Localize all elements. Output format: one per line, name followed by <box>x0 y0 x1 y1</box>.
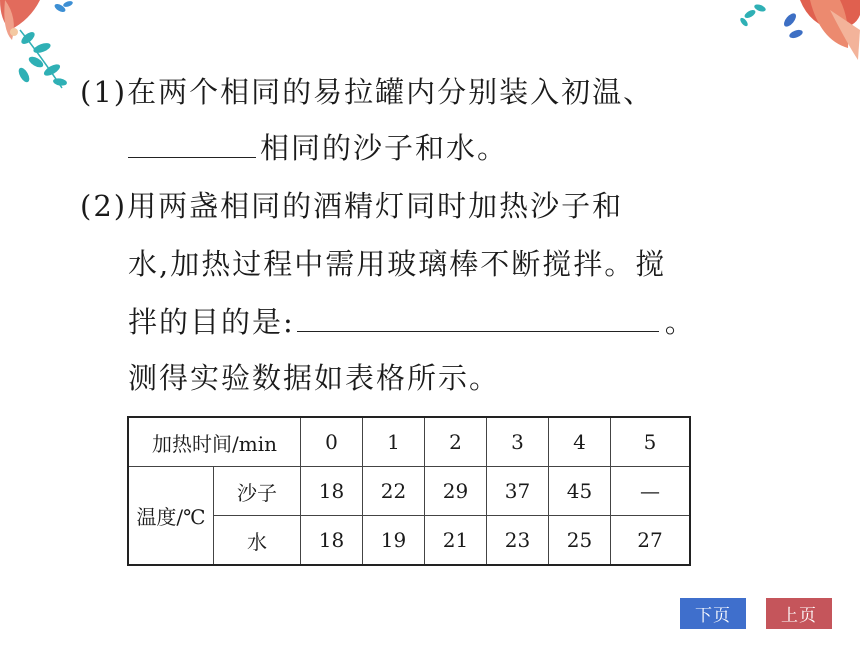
value-cell: 21 <box>425 516 487 566</box>
answer-blank-2[interactable] <box>297 305 659 332</box>
value-cell: — <box>611 467 691 516</box>
value-cell: 27 <box>611 516 691 566</box>
table-row-sand <box>128 467 690 516</box>
value-cell: 19 <box>363 516 425 566</box>
value-cell: 37 <box>487 467 549 516</box>
question-1-line-1: (1)在两个相同的易拉罐内分别装入初温、 <box>80 75 655 109</box>
answer-blank-1[interactable] <box>128 131 256 158</box>
time-cell: 1 <box>363 417 425 467</box>
table-header-row <box>128 417 690 467</box>
row-label-sand: 沙子 <box>214 467 301 516</box>
value-cell: 45 <box>549 467 611 516</box>
question-2-line-4: 测得实验数据如表格所示。 <box>128 361 501 395</box>
data-table <box>127 416 691 566</box>
next-page-button[interactable]: 下页 <box>680 598 746 629</box>
question-2-line-2: 水,加热过程中需用玻璃棒不断搅拌。搅 <box>128 247 667 281</box>
time-cell: 0 <box>301 417 363 467</box>
value-cell: 23 <box>487 516 549 566</box>
time-cell: 5 <box>611 417 691 467</box>
question-2-line-3-end: 。 <box>664 305 696 339</box>
value-cell: 18 <box>301 467 363 516</box>
value-cell: 29 <box>425 467 487 516</box>
time-cell: 2 <box>425 417 487 467</box>
row-label-water: 水 <box>214 516 301 566</box>
temperature-group-label: 温度/℃ <box>128 467 214 566</box>
time-cell: 4 <box>549 417 611 467</box>
question-2-line-3 <box>128 304 696 340</box>
header-label-cell: 加热时间/min <box>128 417 301 467</box>
question-2-line-1: (2)用两盏相同的酒精灯同时加热沙子和 <box>80 189 624 223</box>
question-2-line-3-text: 拌的目的是: <box>128 305 295 339</box>
value-cell: 18 <box>301 516 363 566</box>
flower-decoration-icon <box>730 0 860 70</box>
time-cell: 3 <box>487 417 549 467</box>
question-1-line-2 <box>128 130 508 166</box>
value-cell: 22 <box>363 467 425 516</box>
question-1-line-2-text: 相同的沙子和水。 <box>260 131 509 165</box>
previous-page-button[interactable]: 上页 <box>766 598 832 629</box>
value-cell: 25 <box>549 516 611 566</box>
